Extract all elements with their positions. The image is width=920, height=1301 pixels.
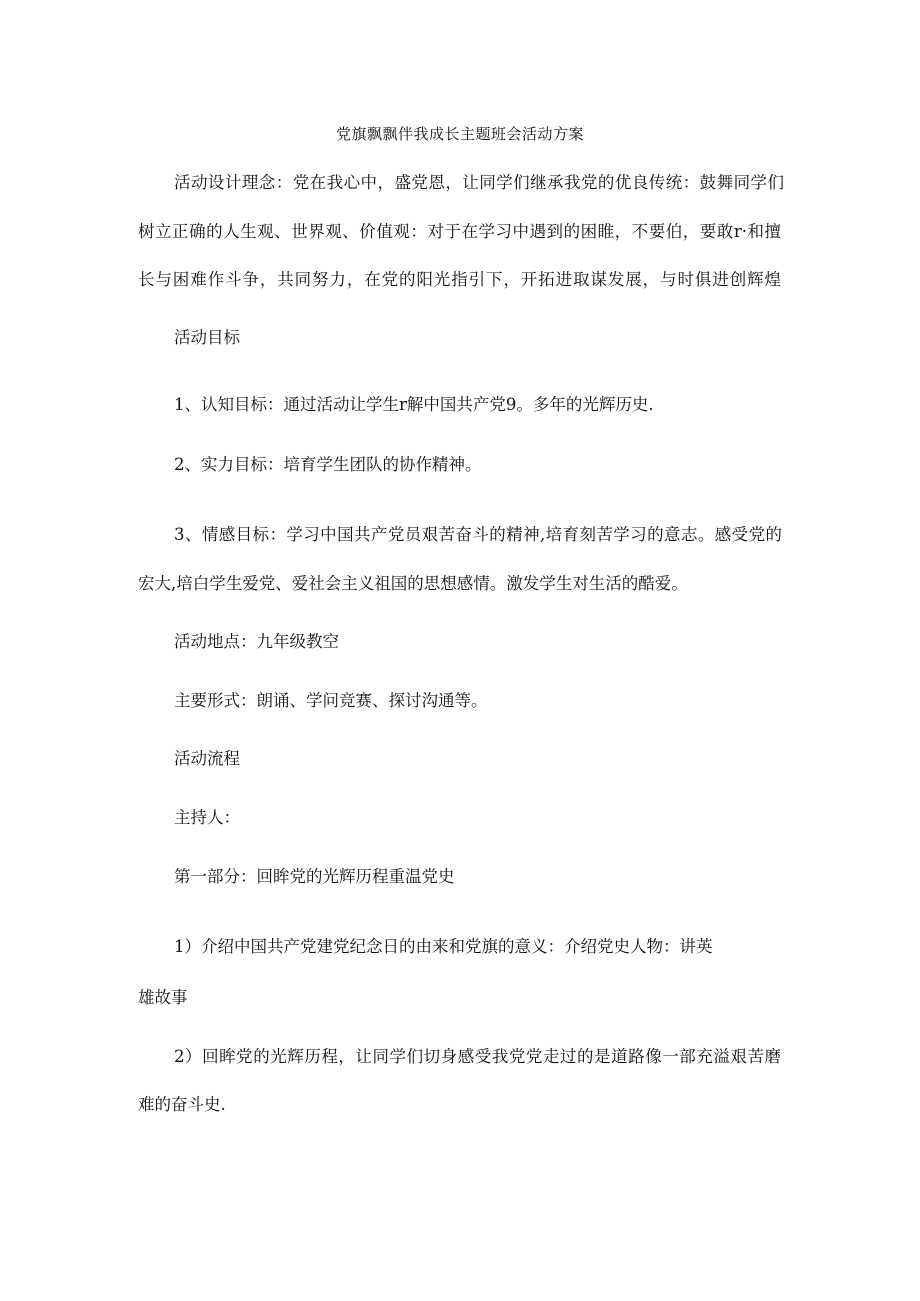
item-two-line-2: 难的奋斗史. xyxy=(138,1095,226,1114)
host-label: 主持人： xyxy=(174,808,240,827)
goal-emotion-line-2: 宏大,培白学生爱党、爱社会主义祖国的思想感情。激发学生对生活的酷爱。 xyxy=(138,574,688,593)
item-one-line-2: 雄故事 xyxy=(138,988,188,1007)
activity-location: 活动地点：九年级教空 xyxy=(174,632,339,651)
goal-emotion-line-1: 3、情感目标：学习中国共产党员艰苦奋斗的精神,培育刻苦学习的意志。感受党的 xyxy=(174,525,782,544)
document-title: 党旗飘飘伴我成长主题班会活动方案 xyxy=(335,125,584,143)
goal-cognitive: 1、认知目标：通过活动让学生r解中国共产党9。多年的光辉历史. xyxy=(174,395,654,414)
process-heading: 活动流程 xyxy=(174,749,240,768)
goals-heading: 活动目标 xyxy=(174,328,240,347)
part-one-heading: 第一部分：回眸党的光辉历程重温党史 xyxy=(174,867,455,886)
item-one-line-1: 1）介绍中国共产党建党纪念日的由来和党旗的意义：介绍党史人物：讲英 xyxy=(174,937,713,956)
goal-ability: 2、实力目标：培育学生团队的协作精神。 xyxy=(174,455,482,474)
intro-line-2: 树立正确的人生观、世界观、价值观：对于在学习中遇到的困睢，不要伯，要敢r·和擅 xyxy=(138,222,781,241)
item-two-line-1: 2）回眸党的光辉历程，让同学们切身感受我党党走过的是道路像一部充溢艰苦磨 xyxy=(174,1047,781,1066)
intro-line-1: 活动设计理念：党在我心中，盛党恩，让同学们继承我党的优良传统：鼓舞同学们 xyxy=(174,173,784,192)
intro-line-3: 长与困难作斗争，共同努力，在党的阳光指引下，开拓进取谋发展，与时俱进创辉煌 xyxy=(138,270,781,289)
activity-format: 主要形式：朗诵、学问竞赛、探讨沟通等。 xyxy=(174,691,488,710)
